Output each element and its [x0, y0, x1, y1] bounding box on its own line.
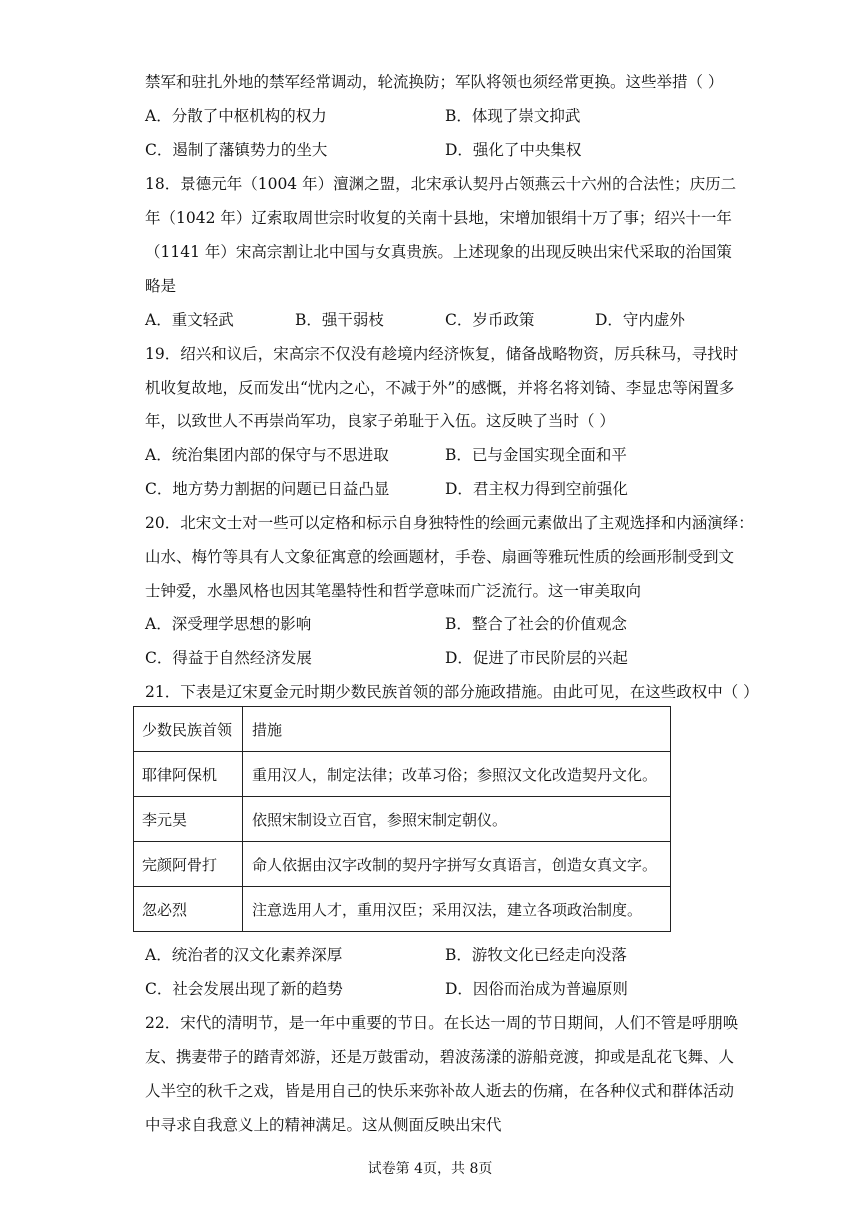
q20-stem-line: 20．北宋文士对一些可以定格和标示自身独特性的绘画元素做出了主观选择和内涵演绎：: [145, 514, 754, 532]
q22-stem-line: 人半空的秋千之戏，皆是用自己的快乐来弥补故人逝去的伤痛，在各种仪式和群体活动: [145, 1082, 735, 1100]
table-cell-measure: 依照宋制设立百官，参照宋制定朝仪。: [243, 797, 671, 842]
q21-option-c: C．社会发展出现了新的趋势: [145, 980, 343, 998]
table-cell-leader: 李元昊: [134, 797, 243, 842]
q17-stem: 禁军和驻扎外地的禁军经常调动，轮流换防；军队将领也须经常更换。这些举措（ ）: [145, 73, 724, 91]
table-row: [134, 752, 671, 797]
q20-option-b: B．整合了社会的价值观念: [445, 615, 627, 633]
table-header-cell: 少数民族首领: [134, 707, 243, 752]
q19-stem-line: 年，以致世人不再崇尚军功，良家子弟耻于入伍。这反映了当时（ ）: [145, 412, 615, 430]
table-cell-leader: 耶律阿保机: [134, 752, 243, 797]
q21-option-d: D．因俗而治成为普遍原则: [445, 980, 628, 998]
q18-option-d: D．守内虚外: [595, 311, 685, 329]
table-header-row: [134, 707, 671, 752]
table-header-cell: 措施: [243, 707, 671, 752]
table-row: [134, 842, 671, 887]
q21-option-a: A．统治者的汉文化素养深厚: [145, 946, 343, 964]
q20-stem-line: 山水、梅竹等具有人文象征寓意的绘画题材，手卷、扇画等雅玩性质的绘画形制受到文: [145, 548, 735, 566]
q22-stem-line: 22．宋代的清明节，是一年中重要的节日。在长达一周的节日期间，人们不管是呼朋唤: [145, 1014, 739, 1032]
q19-stem-line: 机收复故地，反而发出“忧内之心，不减于外”的感慨，并将名将刘锜、李显忠等闲置多: [145, 379, 735, 397]
table-cell-measure: 注意选用人才，重用汉臣；采用汉法，建立各项政治制度。: [243, 887, 671, 932]
q21-table: [133, 706, 671, 932]
q21-stem: 21．下表是辽宋夏金元时期少数民族首领的部分施政措施。由此可见，在这些政权中（ ）: [145, 683, 759, 701]
q22-stem-line: 友、携妻带子的踏青郊游，还是万鼓雷动，碧波荡漾的游船竞渡，抑或是乱花飞舞、人: [145, 1048, 735, 1066]
q17-option-a: A．分散了中枢机构的权力: [145, 107, 327, 125]
q17-option-c: C．遏制了藩镇势力的坐大: [145, 141, 328, 159]
table-row: [134, 797, 671, 842]
page-footer: 试卷第 4页，共 8页: [367, 1161, 493, 1177]
q18-stem-line: 年（1042 年）辽索取周世宗时收复的关南十县地，宋增加银绢十万了事；绍兴十一年: [145, 209, 732, 227]
q17-option-d: D．强化了中央集权: [445, 141, 582, 159]
q19-option-c: C．地方势力割据的问题已日益凸显: [145, 480, 390, 498]
q18-option-a: A．重文轻武: [145, 311, 234, 329]
table-cell-leader: 忽必烈: [134, 887, 243, 932]
q18-option-b: B．强干弱枝: [295, 311, 384, 329]
q22-stem-line: 中寻求自我意义上的精神满足。这从侧面反映出宋代: [145, 1116, 502, 1134]
q20-option-a: A．深受理学思想的影响: [145, 615, 312, 633]
q19-option-b: B．已与金国实现全面和平: [445, 446, 627, 464]
q20-stem-line: 士钟爱，水墨风格也因其笔墨特性和哲学意味而广泛流行。这一审美取向: [145, 582, 642, 600]
table-cell-measure: 重用汉人，制定法律；改革习俗；参照汉文化改造契丹文化。: [243, 752, 671, 797]
table-cell-leader: 完颜阿骨打: [134, 842, 243, 887]
q21-option-b: B．游牧文化已经走向没落: [445, 946, 627, 964]
q19-stem-line: 19．绍兴和议后，宋高宗不仅没有趁境内经济恢复，储备战略物资，厉兵秣马，寻找时: [145, 345, 739, 363]
q19-option-d: D．君主权力得到空前强化: [445, 480, 628, 498]
q19-option-a: A．统治集团内部的保守与不思进取: [145, 446, 389, 464]
q18-option-c: C．岁币政策: [445, 311, 535, 329]
q18-stem-line: 略是: [145, 277, 177, 295]
q18-stem-line: （1141 年）宋高宗割让北中国与女真贵族。上述现象的出现反映出宋代采取的治国策: [145, 243, 732, 261]
q20-option-d: D．促进了市民阶层的兴起: [445, 649, 628, 667]
q18-stem-line: 18．景德元年（1004 年）澶渊之盟，北宋承认契丹占领燕云十六州的合法性；庆历二: [145, 175, 737, 193]
table-row: [134, 887, 671, 932]
q20-option-c: C．得益于自然经济发展: [145, 649, 312, 667]
q17-option-b: B．体现了崇文抑武: [445, 107, 581, 125]
table-cell-measure: 命人依据由汉字改制的契丹字拼写女真语言，创造女真文字。: [243, 842, 671, 887]
